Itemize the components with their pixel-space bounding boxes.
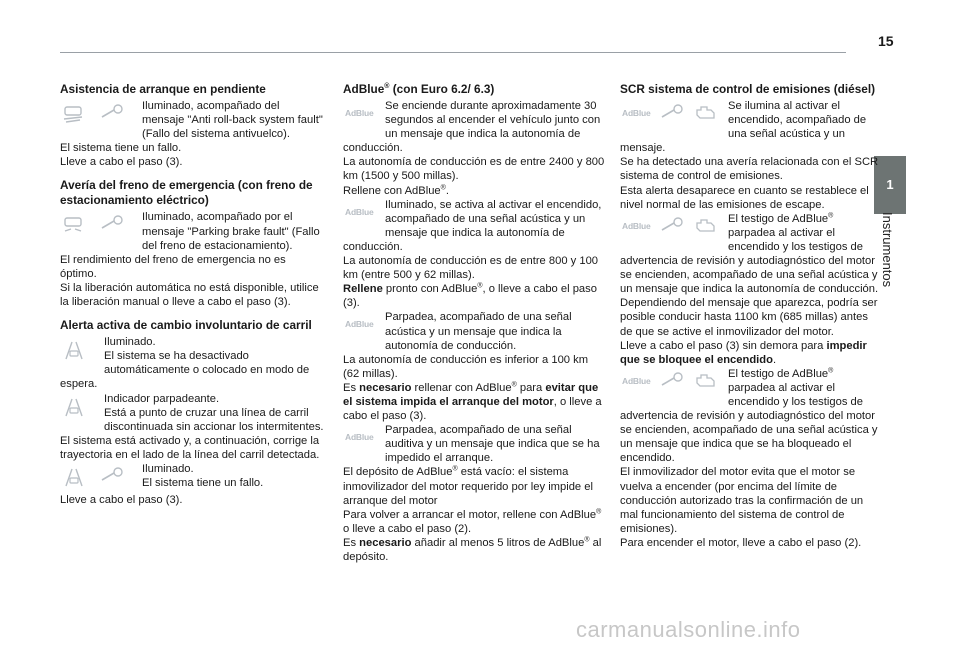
item-description: Está a punto de cruzar una línea de carril discontinuada sin accionar los intermitentes. bbox=[104, 406, 324, 433]
wrench-icon bbox=[100, 467, 126, 483]
engine-icon bbox=[694, 104, 718, 122]
warning-item bbox=[60, 462, 324, 493]
item-description: Indicador parpadeante. bbox=[104, 392, 220, 405]
engine-icon bbox=[694, 217, 718, 235]
item-description: Iluminado. bbox=[104, 336, 156, 349]
text-line: Rellene con AdBlue®. bbox=[343, 183, 449, 197]
item-description: Iluminado, acompañado del mensaje "Anti roll-back system fault" (Fallo del sistema antivuelco). bbox=[142, 100, 323, 141]
car-brake-icon bbox=[62, 215, 84, 235]
section-title-lane-keeping: Alerta activa de cambio involuntario de carril bbox=[60, 318, 312, 333]
text-line: Es necesario rellenar con AdBlue® para evitar que el sistema impida el arranque del motor, o lleve a cabo el paso (3). bbox=[343, 381, 602, 423]
text-line: La autonomía de conducción es de entre 2400 y 800 km (1500 y 500 millas). bbox=[343, 156, 605, 183]
text-line: El depósito de AdBlue® está vacío: el sistema inmovilizador del motor requerido por ley impide el arranque del motor bbox=[343, 465, 593, 507]
warning-icons bbox=[620, 100, 724, 130]
car-slope-icon bbox=[62, 104, 84, 124]
wrench-icon bbox=[660, 217, 686, 233]
adblue-icon: AdBlue bbox=[622, 220, 651, 231]
warning-item bbox=[620, 367, 882, 466]
adblue-icon: AdBlue bbox=[345, 319, 374, 330]
warning-icons bbox=[60, 336, 100, 366]
item-description: Parpadea, acompañado de una señal auditiva y un mensaje que indica que se ha impedido el arranque. bbox=[385, 424, 600, 465]
text-line: El rendimiento del freno de emergencia no es óptimo. bbox=[60, 253, 286, 280]
warning-icons bbox=[343, 311, 381, 341]
text-line: La autonomía de conducción es de entre 800 y 100 km (entre 500 y 62 millas). bbox=[343, 255, 599, 282]
chapter-tab[interactable]: 1 bbox=[874, 156, 906, 214]
warning-item bbox=[343, 198, 607, 254]
warning-icons bbox=[60, 463, 138, 493]
warning-icons bbox=[60, 393, 100, 423]
text-line: El sistema tiene un fallo. bbox=[60, 142, 182, 155]
warning-item bbox=[620, 99, 882, 155]
section-title-hill-start: Asistencia de arranque en pendiente bbox=[60, 82, 266, 96]
wrench-icon bbox=[660, 372, 686, 388]
column-1 bbox=[60, 82, 324, 507]
text-line: Si la liberación automática no está disponible, utilice la liberación manual o lleve a cabo el paso (3). bbox=[60, 281, 319, 309]
item-description: Se enciende durante aproximadamente 30 segundos al encender el vehículo junto con un mensaje que indica la autonomía de conducción. bbox=[343, 100, 601, 155]
text-line: Lleve a cabo el paso (3). bbox=[60, 156, 183, 169]
column-2 bbox=[343, 82, 607, 564]
adblue-icon: AdBlue bbox=[345, 432, 374, 443]
item-description: El sistema se ha desactivado automáticamente o colocado en modo de espera. bbox=[60, 350, 310, 391]
adblue-icon: AdBlue bbox=[622, 375, 651, 386]
text-line: Se ha detectado una avería relacionada con el SCR sistema de control de emisiones. bbox=[620, 156, 879, 183]
warning-item bbox=[343, 310, 607, 352]
item-description: Iluminado, acompañado por el mensaje "Parking brake fault" (Fallo del freno de estacionamiento). bbox=[142, 211, 320, 252]
adblue-icon: AdBlue bbox=[345, 206, 374, 217]
warning-icons bbox=[620, 213, 724, 243]
wrench-icon bbox=[100, 215, 126, 231]
section-title-adblue: AdBlue® (con Euro 6.2/ 6.3) bbox=[343, 82, 495, 96]
text-line: El inmovilizador del motor evita que el motor se vuelva a encender (por encima del límite de conducción autorizado tras la confirmación de un mal funcionamiento del sistema de control de emisiones). bbox=[620, 466, 864, 535]
text-line: La autonomía de conducción es inferior a 100 km (62 millas). bbox=[343, 353, 589, 380]
warning-icons bbox=[60, 211, 138, 241]
warning-icons bbox=[343, 199, 381, 229]
warning-item bbox=[343, 99, 607, 155]
item-description: Se ilumina al activar el encendido, acompañado de una señal acústica y un mensaje. bbox=[620, 100, 867, 155]
text-line: El sistema está activado y, a continuación, corrige la trayectoria en el lado de la línea del carril detectada. bbox=[60, 434, 320, 461]
item-description: El testigo de AdBlue® parpadea al activar el encendido y los testigos de advertencia de revisión y autodiagnóstico del motor se encienden, acompañado de una señal acústica y un mensaje que indica la autonomía de conducción. bbox=[620, 212, 879, 296]
lane-icon bbox=[62, 397, 86, 417]
item-description: Iluminado. bbox=[142, 462, 194, 475]
warning-item bbox=[343, 423, 607, 465]
column-3 bbox=[620, 82, 882, 550]
section-title-scr: SCR sistema de control de emisiones (diésel) bbox=[620, 82, 876, 96]
warning-item bbox=[60, 99, 324, 141]
warning-item bbox=[60, 392, 324, 434]
text-line: Lleve a cabo el paso (3) sin demora para impedir que se bloquee el encendido. bbox=[620, 339, 867, 366]
page-number: 15 bbox=[878, 33, 894, 49]
wrench-icon bbox=[100, 104, 126, 120]
text-line: Dependiendo del mensaje que aparezca, podría ser posible conducir hasta 1100 km (685 millas) antes de que se active el inmovilizador del motor. bbox=[620, 297, 878, 338]
engine-icon bbox=[694, 372, 718, 390]
warning-icons bbox=[620, 368, 724, 398]
section-title-emergency-brake: Avería del freno de emergencia (con freno de estacionamiento eléctrico) bbox=[60, 178, 313, 208]
warning-icons bbox=[343, 100, 381, 130]
chapter-title: Instrumentos bbox=[880, 212, 895, 288]
header-rule bbox=[60, 52, 846, 53]
item-description: Parpadea, acompañado de una señal acústica y un mensaje que indica la autonomía de conducción. bbox=[385, 311, 572, 352]
text-line: Para volver a arrancar el motor, rellene con AdBlue® o lleve a cabo el paso (2). bbox=[343, 507, 602, 535]
item-description: Iluminado, se activa al activar el encendido, acompañado de una señal acústica y un mensaje que indica la autonomía de conducción. bbox=[343, 198, 602, 253]
item-description: El sistema tiene un fallo. bbox=[142, 477, 264, 490]
text-line: Lleve a cabo el paso (3). bbox=[60, 493, 183, 506]
warning-item bbox=[60, 210, 324, 252]
item-description: El testigo de AdBlue® parpadea al activar el encendido y los testigos de advertencia de revisión y autodiagnóstico del motor se encienden, acompañado de una señal acústica y un mensaje que indica que se ha bloqueado el encendido. bbox=[620, 367, 878, 465]
text-line: Esta alerta desaparece en cuanto se restablece el nivel normal de las emisiones de escape. bbox=[620, 184, 869, 211]
text-line: Es necesario añadir al menos 5 litros de AdBlue® al depósito. bbox=[343, 536, 602, 563]
text-line: Para encender el motor, lleve a cabo el paso (2). bbox=[620, 536, 862, 549]
warning-item bbox=[60, 335, 324, 391]
warning-icons bbox=[343, 424, 381, 454]
watermark: carmanualsonline.info bbox=[576, 617, 801, 642]
wrench-icon bbox=[660, 104, 686, 120]
adblue-icon: AdBlue bbox=[622, 108, 651, 118]
text-line: Rellene pronto con AdBlue®, o lleve a cabo el paso (3). bbox=[343, 282, 597, 310]
warning-item bbox=[620, 212, 882, 297]
adblue-icon: AdBlue bbox=[345, 108, 374, 118]
warning-icons bbox=[60, 100, 138, 130]
lane-icon bbox=[62, 467, 86, 487]
lane-icon bbox=[62, 340, 86, 360]
